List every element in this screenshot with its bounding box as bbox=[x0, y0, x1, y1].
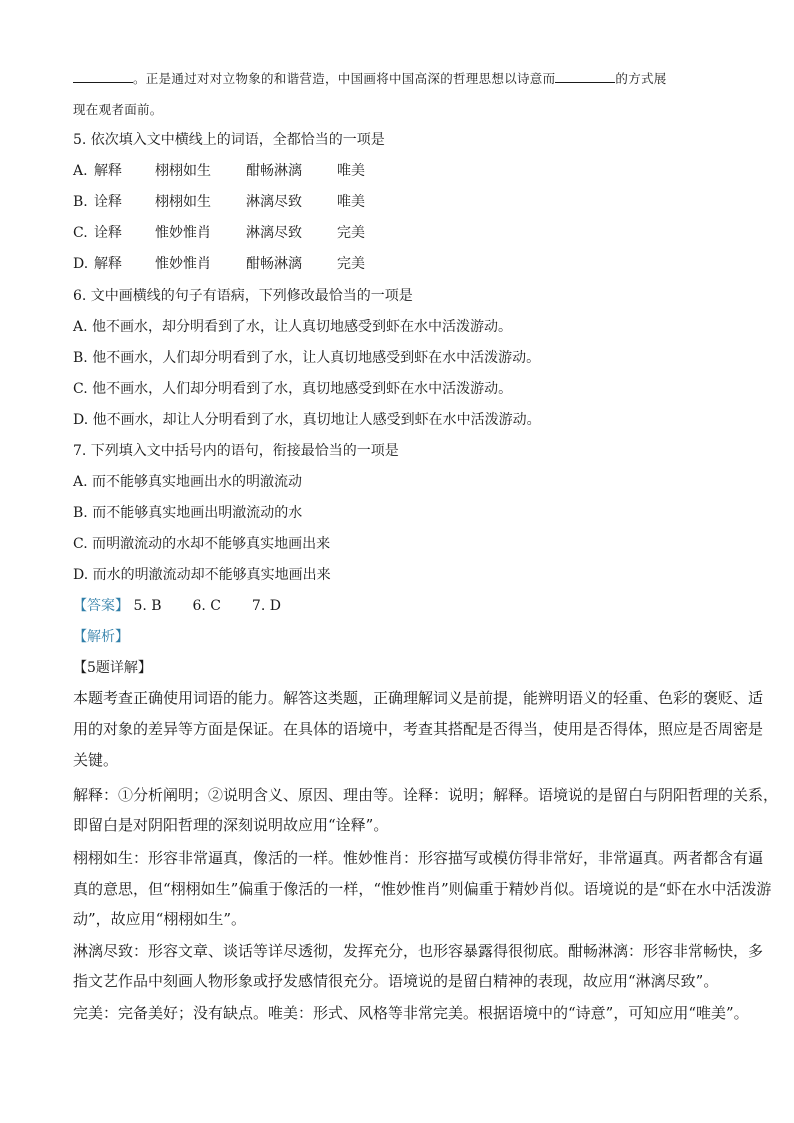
option-word: 诠释 bbox=[94, 194, 122, 210]
option-letter: A. bbox=[73, 163, 88, 179]
explanation-line: 指文艺作品中刻画人物形象或抒发感情很充分。语境说的是留白精神的表现，故应用“淋漓尽致”。 bbox=[73, 972, 719, 990]
fill-blank bbox=[73, 70, 133, 83]
option-word: 淋漓尽致 bbox=[246, 225, 302, 241]
q6-option-b: B. 他不画水，人们却分明看到了水，让人真切地感受到虾在水中活泼游动。 bbox=[73, 350, 541, 366]
passage-text: 。正是通过对对立物象的和谐营造，中国画将中国高深的哲理思想以诗意而 bbox=[133, 71, 556, 86]
answer-label: 【答案】 bbox=[73, 598, 129, 614]
option-word: 唯美 bbox=[337, 194, 365, 210]
option-word: 解释 bbox=[94, 256, 122, 272]
q7-option-c: C. 而明澈流动的水却不能够真实地画出来 bbox=[73, 536, 331, 552]
option-word: 诠释 bbox=[94, 225, 122, 241]
q6-option-d: D. 他不画水，却让人分明看到了水，真切地让人感受到虾在水中活泼游动。 bbox=[73, 412, 541, 428]
option-letter: C. bbox=[73, 225, 88, 241]
option-letter: B. bbox=[73, 194, 88, 210]
explanation-line: 本题考查正确使用词语的能力。解答这类题，正确理解词义是前提，能辨明语义的轻重、色彩的褒贬、适 bbox=[73, 689, 764, 707]
q5-option-b bbox=[73, 193, 473, 211]
answer-item: 6. C bbox=[192, 598, 221, 614]
explanation-line: 动”，故应用“栩栩如生”。 bbox=[73, 910, 247, 928]
option-word: 解释 bbox=[94, 163, 122, 179]
explanation-line: 真的意思，但“栩栩如生”偏重于像活的一样，“惟妙惟肖”则偏重于精妙肖似。语境说的是“虾在水中活泼游 bbox=[73, 880, 772, 898]
option-word: 栩栩如生 bbox=[155, 163, 211, 179]
explanation-line: 解释：①分析阐明；②说明含义、原因、理由等。诠释：说明；解释。语境说的是留白与阴阳哲理的关系， bbox=[73, 786, 779, 804]
explanation-line: 栩栩如生：形容非常逼真，像活的一样。惟妙惟肖：形容描写或模仿得非常好，非常逼真。两者都含有逼 bbox=[73, 849, 764, 867]
option-word: 栩栩如生 bbox=[155, 194, 211, 210]
option-word: 淋漓尽致 bbox=[246, 194, 302, 210]
question-7-stem: 7. 下列填入文中括号内的语句，衔接最恰当的一项是 bbox=[73, 443, 399, 459]
option-word: 唯美 bbox=[337, 163, 365, 179]
explanation-line: 关键。 bbox=[73, 751, 119, 769]
answer-line bbox=[73, 597, 281, 615]
option-letter: D. bbox=[73, 256, 89, 272]
q5-option-c bbox=[73, 224, 473, 242]
passage-tail-line-1 bbox=[73, 70, 667, 88]
fill-blank bbox=[555, 70, 615, 83]
q7-option-a: A. 而不能够真实地画出水的明澈流动 bbox=[73, 474, 303, 490]
analysis-label: 【解析】 bbox=[73, 629, 129, 645]
q6-option-a: A. 他不画水，却分明看到了水，让人真切地感受到虾在水中活泼游动。 bbox=[73, 319, 513, 335]
explanation-line: 淋漓尽致：形容文章、谈话等详尽透彻，发挥充分，也形容暴露得很彻底。酣畅淋漓：形容非常畅快，多 bbox=[73, 942, 764, 960]
question-5-stem: 5. 依次填入文中横线上的词语，全都恰当的一项是 bbox=[73, 132, 385, 148]
option-word: 酣畅淋漓 bbox=[246, 163, 302, 179]
q7-option-b: B. 而不能够真实地画出明澈流动的水 bbox=[73, 505, 303, 521]
q7-option-d: D. 而水的明澈流动却不能够真实地画出来 bbox=[73, 567, 331, 583]
option-word: 完美 bbox=[337, 256, 365, 272]
explanation-line: 完美：完备美好；没有缺点。唯美：形式、风格等非常完美。根据语境中的“诗意”，可知应用“唯美”。 bbox=[73, 1004, 749, 1022]
answer-item: 7. D bbox=[251, 598, 281, 614]
q6-option-c: C. 他不画水，人们却分明看到了水，真切地感受到虾在水中活泼游动。 bbox=[73, 381, 513, 397]
explanation-line: 用的对象的差异等方面是保证。在具体的语境中，考查其搭配是否得当，使用是否得体，照应是否周密是 bbox=[73, 720, 764, 738]
q5-option-a bbox=[73, 162, 473, 180]
answer-item: 5. B bbox=[133, 598, 162, 614]
explanation-line: 即留白是对阴阳哲理的深刻说明故应用“诠释”。 bbox=[73, 816, 389, 834]
q5-option-d bbox=[73, 255, 473, 273]
question-6-stem: 6. 文中画横线的句子有语病，下列修改最恰当的一项是 bbox=[73, 288, 413, 304]
passage-tail-line-2: 现在观者面前。 bbox=[73, 102, 163, 117]
detail-label: 【5题详解】 bbox=[73, 660, 152, 676]
passage-text: 的方式展 bbox=[615, 71, 667, 86]
option-word: 惟妙惟肖 bbox=[155, 225, 211, 241]
option-word: 完美 bbox=[337, 225, 365, 241]
option-word: 惟妙惟肖 bbox=[155, 256, 211, 272]
option-word: 酣畅淋漓 bbox=[246, 256, 302, 272]
